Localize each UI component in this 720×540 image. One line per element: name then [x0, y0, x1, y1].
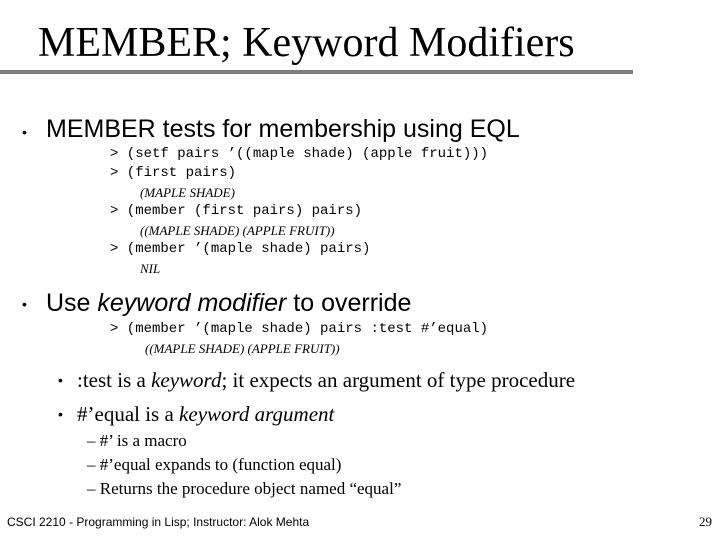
dash-item: – #’ is a macro	[87, 431, 187, 450]
code-line: > (member ’(maple shade) pairs :test #’equal)	[110, 321, 489, 337]
bullet-icon: •	[22, 296, 27, 312]
slide-title: MEMBER; Keyword Modifiers	[38, 20, 575, 66]
bullet-2-text: Use keyword modifier to override	[46, 289, 412, 317]
sub-bullet-2-text: #’equal is a keyword argument	[77, 402, 335, 426]
dash-item: – Returns the procedure object named “equal”	[87, 479, 402, 498]
bullet-icon: •	[58, 406, 63, 422]
bullet-1-text: MEMBER tests for membership using EQL	[46, 115, 520, 143]
output-line: ((MAPLE SHADE) (APPLE FRUIT))	[145, 341, 340, 356]
dash-item: – #’equal expands to (function equal)	[87, 455, 342, 474]
bullet-icon: •	[58, 372, 63, 388]
title-underline	[0, 70, 633, 74]
output-line: ((MAPLE SHADE) (APPLE FRUIT))	[140, 223, 335, 238]
bullet-icon: •	[22, 124, 27, 140]
code-line: > (setf pairs ’((maple shade) (apple fruit)))	[110, 146, 489, 162]
code-line: > (first pairs)	[110, 165, 237, 181]
page-number: 29	[699, 514, 712, 529]
code-line: > (member ’(maple shade) pairs)	[110, 241, 371, 257]
sub-bullet-1-text: :test is a keyword; it expects an argument of type procedure	[77, 368, 576, 392]
output-line: NIL	[140, 261, 161, 276]
footer-text: CSCI 2210 - Programming in Lisp; Instructor: Alok Mehta	[7, 515, 310, 529]
output-line: (MAPLE SHADE)	[140, 185, 235, 200]
code-line: > (member (first pairs) pairs)	[110, 203, 363, 219]
